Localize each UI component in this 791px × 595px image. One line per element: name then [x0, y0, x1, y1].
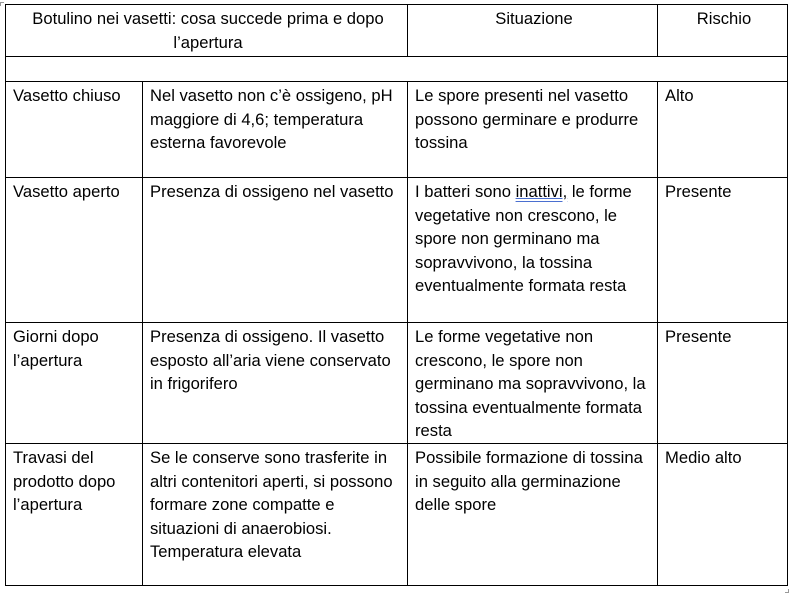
risk-cell: Presente	[658, 178, 788, 323]
risk-cell: Alto	[658, 82, 788, 178]
phase-cell: Giorni dopo l’apertura	[6, 323, 143, 444]
page-corner-mark	[785, 589, 789, 593]
header-title: Botulino nei vasetti: cosa succede prima e dopo l’apertura	[6, 5, 408, 57]
spellcheck-flagged-word[interactable]: inattivi,	[515, 182, 568, 201]
empty-row	[6, 57, 788, 82]
situation-text: I batteri sono	[415, 182, 516, 201]
phase-cell: Vasetto aperto	[6, 178, 143, 323]
phase-cell: Travasi del prodotto dopo l’apertura	[6, 443, 143, 585]
table-row	[6, 82, 788, 178]
table-row	[6, 178, 788, 323]
table-row	[6, 443, 788, 585]
situation-cell: Le forme vegetative non crescono, le spore non germinano ma sopravvivono, la tossina eventualmente formata resta	[408, 323, 658, 444]
condition-cell: Nel vasetto non c’è ossigeno, pH maggiore di 4,6; temperatura esterna favorevole	[143, 82, 408, 178]
risk-cell: Medio alto	[658, 443, 788, 585]
situation-text: le forme vegetative non crescono, le spore non germinano ma sopravvivono, la tossina eventualmente formata resta	[415, 182, 632, 296]
header-situation: Situazione	[408, 5, 658, 57]
phase-cell: Vasetto chiuso	[6, 82, 143, 178]
botulism-risk-table	[5, 4, 788, 586]
condition-cell: Presenza di ossigeno nel vasetto	[143, 178, 408, 323]
risk-cell: Presente	[658, 323, 788, 444]
situation-cell	[408, 178, 658, 323]
table-header-row	[6, 5, 788, 57]
condition-cell: Se le conserve sono trasferite in altri contenitori aperti, si possono formare zone compatte e situazioni di anaerobiosi. Temperatura elevata	[143, 443, 408, 585]
condition-cell: Presenza di ossigeno. Il vasetto esposto all’aria viene conservato in frigorifero	[143, 323, 408, 444]
page-corner-mark	[0, 2, 4, 6]
situation-cell: Le spore presenti nel vasetto possono germinare e produrre tossina	[408, 82, 658, 178]
situation-cell: Possibile formazione di tossina in seguito alla germinazione delle spore	[408, 443, 658, 585]
header-risk: Rischio	[658, 5, 788, 57]
table-row	[6, 323, 788, 444]
empty-cell	[6, 57, 788, 82]
